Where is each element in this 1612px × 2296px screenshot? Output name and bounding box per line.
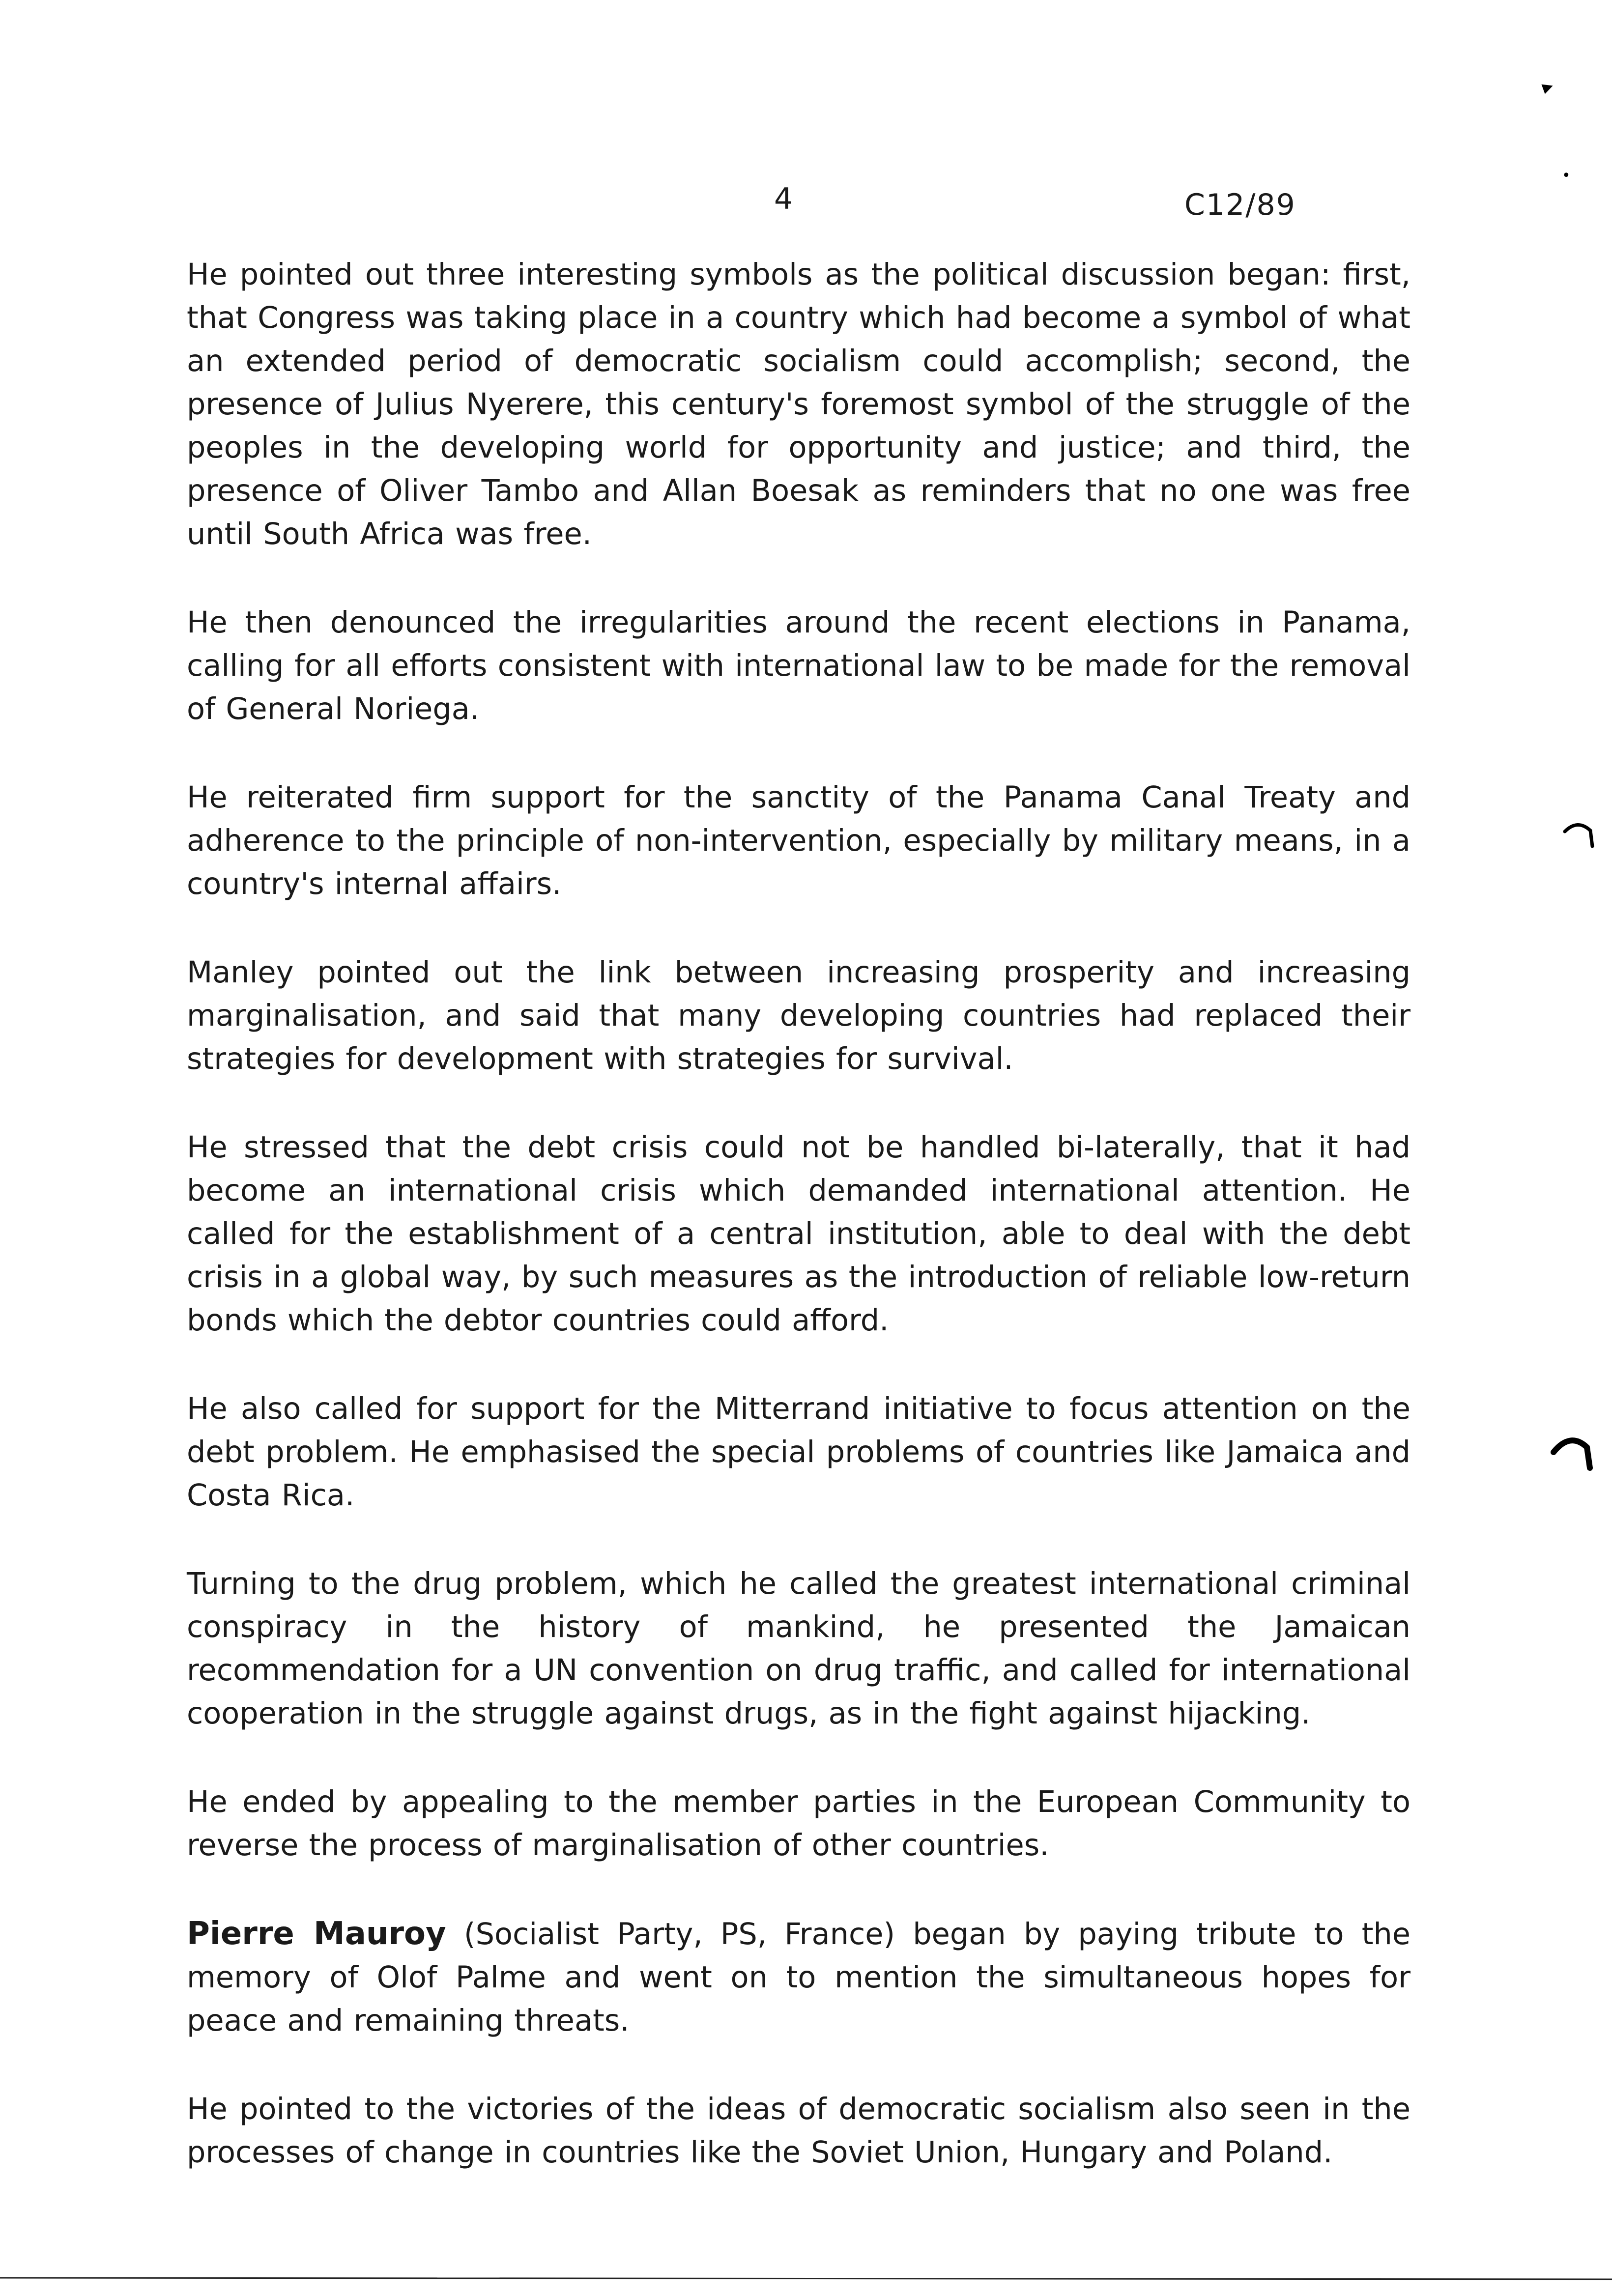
paragraph-text: Manley pointed out the link between increasing prosperity and increasing marginalisation, and said that many developing countries had replaced their strategies for development with strategies for survival. <box>187 955 1410 1076</box>
paragraph-text: Turning to the drug problem, which he called the greatest international criminal conspiracy in the history of mankind, he presented the Jamaican recommendation for a UN convention on drug traffic, and called for international cooperation in the struggle against drugs, as in the fight against hijacking. <box>187 1567 1410 1731</box>
paragraph <box>187 2088 1410 2174</box>
paragraph-text: He pointed out three interesting symbols as the political discussion began: first, that Congress was taking place in a country which had become a symbol of what an extended period of democratic socialism could accomplish; second, the presence of Julius Nyerere, this century's foremost symbol of the struggle of the peoples in the developing world for opportunity and justice; and third, the presence of Oliver Tambo and Allan Boesak as reminders that no one was free until South Africa was free. <box>187 258 1410 551</box>
paragraph <box>187 1912 1410 2042</box>
paragraph <box>187 601 1410 731</box>
document-body <box>187 253 1410 2219</box>
paragraph <box>187 1126 1410 1342</box>
margin-arc-mark <box>1563 821 1597 850</box>
scan-speck-mark: • <box>1562 167 1571 184</box>
document-reference: C12/89 <box>1184 188 1296 222</box>
paragraph-text: He ended by appealing to the member parties in the European Community to reverse the process of marginalisation of other countries. <box>187 1785 1410 1863</box>
scan-edge-rule <box>0 2276 1612 2281</box>
speaker-name: Pierre Mauroy <box>187 1916 446 1952</box>
paragraph-text: He stressed that the debt crisis could not be handled bi-laterally, that it had become an international crisis which demanded international attention. He called for the establishment of a central institution, able to deal with the debt crisis in a global way, by such measures as the introduction of reliable low-return bonds which the debtor countries could afford. <box>187 1130 1410 1338</box>
paragraph-text: He then denounced the irregularities around the recent elections in Panama, calling for all efforts consistent with international law to be made for the removal of General Noriega. <box>187 605 1410 726</box>
page-header <box>0 174 1612 224</box>
paragraph-text: (Socialist Party, PS, France) began by paying tribute to the memory of Olof Palme and went on to mention the simultaneous hopes for peace and remaining threats. <box>187 1917 1411 2038</box>
margin-arc-mark <box>1551 1433 1595 1472</box>
paragraph <box>187 1387 1410 1517</box>
paragraph-text: He reiterated firm support for the sanctity of the Panama Canal Treaty and adherence to the principle of non-intervention, especially by military means, in a country's internal affairs. <box>187 780 1410 901</box>
paragraph <box>187 776 1410 906</box>
paragraph <box>187 253 1410 556</box>
paragraph <box>187 1562 1410 1735</box>
page-number: 4 <box>774 182 793 216</box>
paragraph-text: He also called for support for the Mitterrand initiative to focus attention on the debt problem. He emphasised the special problems of countries like Jamaica and Costa Rica. <box>187 1392 1410 1513</box>
scan-speck-mark: ▸ <box>1538 72 1556 99</box>
paragraph <box>187 1780 1410 1867</box>
paragraph <box>187 951 1410 1081</box>
paragraph-text: He pointed to the victories of the ideas of democratic socialism also seen in the processes of change in countries like the Soviet Union, Hungary and Poland. <box>187 2092 1410 2170</box>
